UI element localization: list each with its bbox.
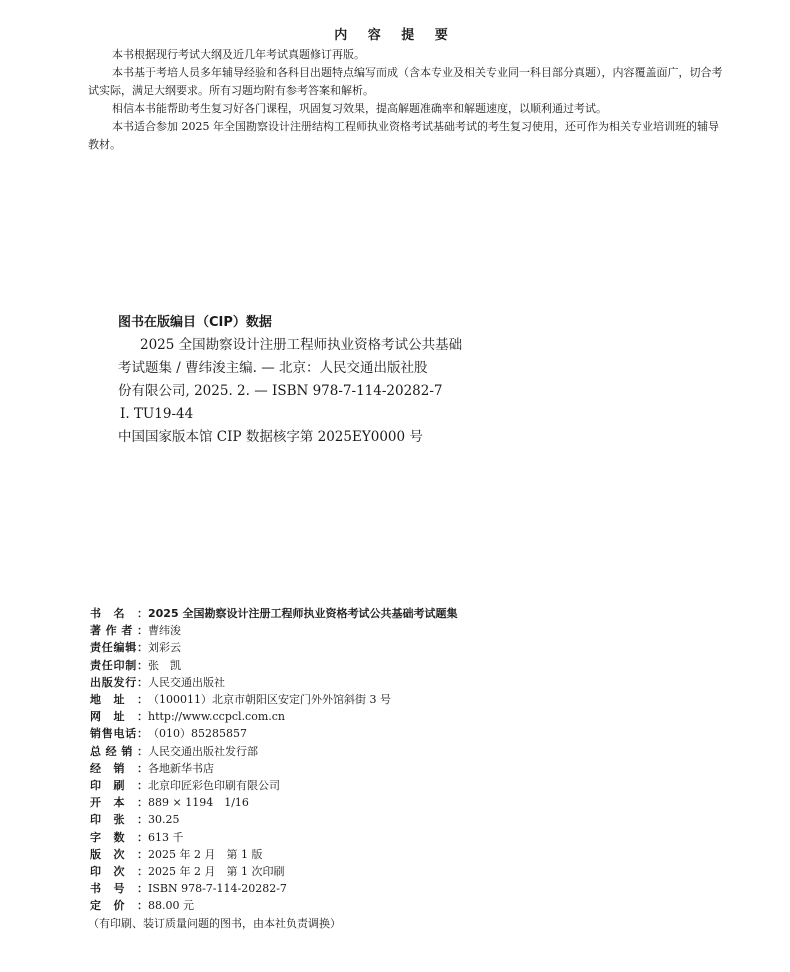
cip-record-number: 中国国家版本馆 CIP 数据核字第 2025EY0000 号	[118, 429, 423, 445]
colophon-label-char: 名	[113, 607, 125, 620]
colophon-label-char: 书	[90, 607, 101, 620]
colophon-label-char: 话	[125, 727, 137, 741]
colophon-label-char: 总	[90, 744, 101, 758]
colophon-value: 各地新华书店	[148, 761, 214, 775]
colophon-row	[90, 708, 730, 725]
colophon-label-char: 任	[101, 641, 113, 655]
cip-line: 2025 全国勘察设计注册工程师执业资格考试公共基础	[140, 337, 463, 353]
colophon-label-char: 经	[90, 761, 101, 775]
colophon-label-char: 印	[90, 813, 101, 827]
colophon-label	[90, 725, 148, 742]
colophon-label-char: 印	[90, 865, 101, 879]
colophon-label-char: 电	[113, 727, 125, 741]
colophon-colon: ：	[137, 882, 148, 896]
colophon-colon: ：	[137, 796, 148, 810]
colophon-label-char: 制	[125, 658, 137, 672]
colophon-label-char: 数	[113, 830, 125, 844]
summary-title: 内 容 提 要	[334, 28, 456, 43]
colophon-value: （010）85285857	[148, 727, 247, 741]
colophon-label-char: 售	[101, 727, 113, 741]
colophon-colon: ：	[137, 641, 148, 655]
colophon-label-char: 编	[113, 641, 125, 655]
colophon-value: 2025 全国勘察设计注册工程师执业资格考试公共基础考试题集	[148, 607, 458, 620]
colophon-value: 人民交通出版社发行部	[148, 744, 258, 758]
colophon-colon: ：	[137, 779, 148, 793]
colophon-row	[90, 863, 730, 880]
colophon-colon: ：	[136, 624, 148, 638]
colophon-label	[90, 897, 148, 914]
colophon-rows	[90, 605, 730, 915]
colophon-label-char: 字	[90, 830, 101, 844]
colophon-label	[90, 605, 148, 622]
cip-line: 考试题集 / 曹纬浚主编. — 北京：人民交通出版社股	[118, 360, 428, 376]
colophon-label-char: 址	[113, 710, 125, 724]
colophon-label-char: 版	[90, 847, 101, 861]
colophon-row	[90, 829, 730, 846]
colophon-label-char: 网	[90, 710, 101, 724]
colophon-colon: ：	[137, 710, 148, 724]
colophon-row	[90, 794, 730, 811]
colophon-label-char: 销	[90, 727, 101, 741]
colophon-colon: ：	[137, 607, 148, 620]
colophon-row	[90, 657, 730, 674]
colophon-label-char: 著	[90, 624, 101, 638]
colophon-label-char: 行	[125, 675, 137, 689]
colophon-value: （100011）北京市朝阳区安定门外外馆斜街 3 号	[148, 693, 391, 707]
colophon-value: 613 千	[148, 830, 184, 844]
colophon-label-char: 发	[113, 675, 125, 689]
colophon-value: 2025 年 2 月 第 1 次印刷	[148, 865, 285, 879]
colophon-value: 人民交通出版社	[148, 675, 225, 689]
colophon-value: 889 × 1194 1/16	[148, 796, 249, 810]
colophon-colon: ：	[136, 744, 148, 758]
colophon-row	[90, 811, 730, 828]
colophon-label-char: 址	[113, 693, 125, 707]
colophon-colon: ：	[137, 899, 148, 913]
colophon-colon: ：	[137, 813, 148, 827]
colophon-value: 88.00 元	[148, 899, 194, 913]
colophon-label	[90, 880, 148, 897]
colophon-label-char: 刷	[113, 779, 125, 793]
colophon-label	[90, 794, 148, 811]
colophon-label	[90, 777, 148, 794]
colophon-label	[90, 657, 148, 674]
colophon-row	[90, 760, 730, 777]
cip-heading: 图书在版编目（CIP）数据	[118, 315, 272, 330]
colophon-colon: ：	[137, 658, 148, 672]
colophon-row	[90, 639, 730, 656]
summary-paragraph: 本书基于考培人员多年辅导经验和各科目出题特点编写而成（含本专业及相关专业同一科目部分真题），内容覆盖面广，切合考试实际，满足大纲要求。所有习题均附有参考答案和解析。	[88, 66, 723, 97]
colophon-label	[90, 674, 148, 691]
colophon-label-char: 书	[90, 882, 101, 896]
colophon-value: 2025 年 2 月 第 1 版	[148, 847, 263, 861]
colophon-row	[90, 674, 730, 691]
colophon-label-char: 号	[113, 882, 125, 896]
colophon-row	[90, 897, 730, 914]
colophon-label-char: 销	[113, 761, 125, 775]
colophon-label-char: 印	[113, 658, 125, 672]
colophon-colon: ：	[137, 693, 148, 707]
colophon	[90, 605, 730, 932]
colophon-label	[90, 846, 148, 863]
colophon-value: 曹纬浚	[148, 624, 181, 638]
colophon-label-char: 任	[101, 658, 113, 672]
colophon-row	[90, 691, 730, 708]
colophon-label	[90, 708, 148, 725]
colophon-value: 北京印匠彩色印刷有限公司	[148, 779, 280, 793]
cip-line: 份有限公司, 2025. 2. — ISBN 978-7-114-20282-7	[118, 383, 443, 399]
colophon-label	[90, 863, 148, 880]
colophon-label-char: 次	[113, 865, 125, 879]
colophon-label-char: 张	[113, 813, 125, 827]
colophon-colon: ：	[137, 675, 148, 689]
colophon-label-char: 责	[90, 658, 101, 672]
colophon-label-char: 本	[113, 796, 125, 810]
cip-classification: Ⅰ. TU19-44	[120, 406, 194, 422]
colophon-value: 30.25	[148, 813, 180, 827]
colophon-colon: ：	[137, 727, 148, 741]
colophon-label-char: 地	[90, 693, 101, 707]
colophon-label-char: 责	[90, 641, 101, 655]
colophon-label-char: 销	[121, 744, 133, 758]
colophon-label-char: 者	[121, 624, 133, 638]
colophon-row	[90, 846, 730, 863]
colophon-label	[90, 639, 148, 656]
colophon-colon: ：	[137, 761, 148, 775]
colophon-label-char: 定	[90, 899, 101, 913]
colophon-value: http://www.ccpcl.com.cn	[148, 710, 286, 724]
colophon-row	[90, 725, 730, 742]
colophon-row	[90, 605, 730, 622]
colophon-label-char: 印	[90, 779, 101, 793]
colophon-label	[90, 811, 148, 828]
colophon-value: ISBN 978-7-114-20282-7	[148, 882, 287, 896]
colophon-row	[90, 622, 730, 639]
colophon-label-char: 价	[113, 899, 125, 913]
colophon-label-char: 辑	[125, 641, 137, 655]
colophon-row	[90, 777, 730, 794]
colophon-value: 张 凯	[148, 658, 181, 672]
colophon-label-char: 次	[113, 847, 125, 861]
summary-section	[88, 46, 728, 154]
cip-block	[118, 311, 463, 449]
colophon-label	[90, 743, 148, 760]
summary-paragraph: 本书根据现行考试大纲及近几年考试真题修订再版。	[112, 48, 365, 61]
colophon-label-char: 版	[101, 675, 113, 689]
summary-paragraph: 本书适合参加 2025 年全国勘察设计注册结构工程师执业资格考试基础考试的考生复习使用，还可作为相关专业培训班的辅导教材。	[88, 120, 719, 151]
colophon-row	[90, 743, 730, 760]
colophon-label	[90, 760, 148, 777]
colophon-label-char: 开	[90, 796, 101, 810]
colophon-colon: ：	[137, 865, 148, 879]
colophon-value: 刘彩云	[148, 641, 181, 655]
colophon-label-char: 出	[90, 675, 101, 689]
colophon-row	[90, 880, 730, 897]
colophon-colon: ：	[137, 847, 148, 861]
colophon-colon: ：	[137, 830, 148, 844]
colophon-note: （有印刷、装订质量问题的图书，由本社负责调换）	[88, 916, 341, 930]
colophon-label	[90, 829, 148, 846]
colophon-label	[90, 622, 148, 639]
colophon-label-char: 经	[105, 744, 117, 758]
colophon-label-char: 作	[105, 624, 117, 638]
colophon-label	[90, 691, 148, 708]
summary-paragraph: 相信本书能帮助考生复习好各门课程，巩固复习效果，提高解题准确率和解题速度，以顺利通过考试。	[112, 102, 607, 115]
